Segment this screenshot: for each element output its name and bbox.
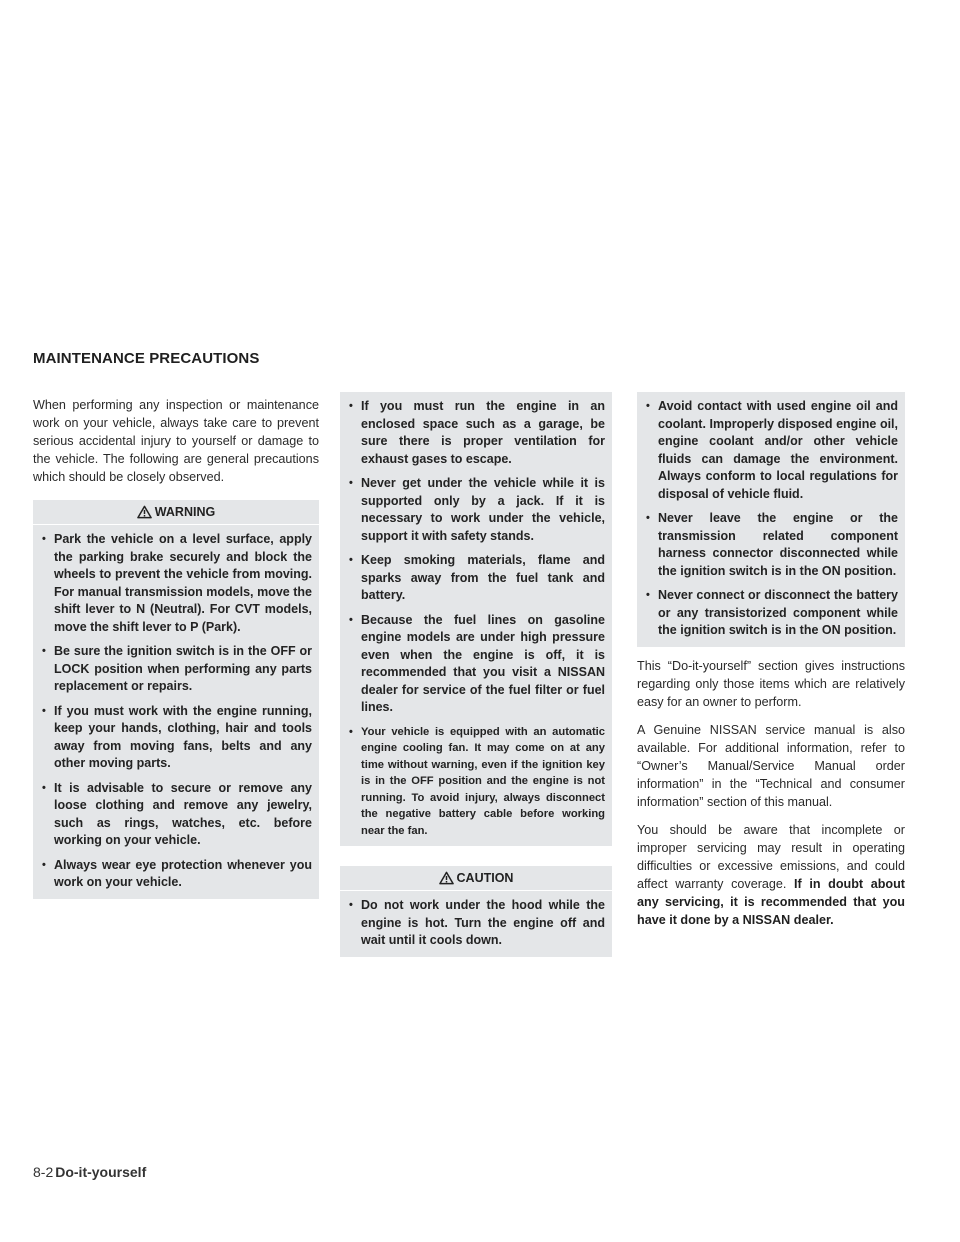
column-middle [340, 396, 612, 973]
page-footer [33, 1164, 146, 1180]
chapter-name: Do-it-yourself [55, 1164, 147, 1180]
warning-box [33, 500, 319, 899]
caution-item: • Never connect or disconnect the battery or any transistorized component while the ignition switch is in the ON position. [645, 587, 898, 640]
caution-box-continued [637, 392, 905, 647]
warning-item: • Always wear eye protection whenever you work on your vehicle. [41, 857, 312, 892]
caution-header [340, 866, 612, 891]
caution-item: • Never leave the engine or the transmission related component harness connector disconnected while the ignition switch is in the ON position. [645, 510, 898, 580]
warning-list-continued [348, 398, 605, 839]
warning-box-continued [340, 392, 612, 846]
intro-paragraph: When performing any inspection or maintenance work on your vehicle, always take care to prevent serious accidental injury to yourself or damage to the vehicle. The following are general precautions which should be closely observed. [33, 398, 319, 484]
caution-triangle-icon [439, 871, 454, 885]
body-paragraph: This “Do-it-yourself” section gives instructions regarding only those items which are relatively easy for an owner to perform. [637, 658, 905, 709]
caution-item: • Do not work under the hood while the engine is hot. Turn the engine off and wait until it cools down. [348, 897, 605, 950]
warning-item: • If you must work with the engine running, keep your hands, clothing, hair and tools away from moving fans, belts and any other moving parts. [41, 703, 312, 773]
warning-item: • Keep smoking materials, flame and sparks away from the fuel tank and battery. [348, 552, 605, 605]
final-paragraph-bold: If in doubt about any servicing, it is recommended that you have it done by a NISSAN dealer. [637, 876, 906, 927]
caution-box [340, 866, 612, 957]
body-paragraph: A Genuine NISSAN service manual is also available. For additional information, refer to “Owner’s Manual/Service Manual order information” in the “Technical and consumer information” section of this manual. [637, 722, 905, 809]
warning-item: • Never get under the vehicle while it is supported only by a jack. If it is necessary to work under the vehicle, support it with safety stands. [348, 475, 605, 545]
page-number: 8-2 [33, 1164, 54, 1180]
caution-list [348, 897, 605, 950]
warning-list [41, 531, 312, 892]
section-title: MAINTENANCE PRECAUTIONS [33, 350, 260, 367]
caution-list-continued [645, 398, 898, 640]
final-paragraph-text: You should be aware that incomplete or improper servicing may result in operating difficulties or excessive emissions, and could affect warranty coverage. [637, 822, 905, 891]
warning-triangle-icon [137, 505, 152, 519]
warning-label: WARNING [154, 505, 216, 519]
column-left [33, 396, 319, 915]
caution-item: • Avoid contact with used engine oil and coolant. Improperly disposed engine oil, engine coolant and/or other vehicle fluids can damage the environment. Always conform to local regulations for disposal of vehicle fluid. [645, 398, 898, 503]
warning-item: • If you must run the engine in an enclosed space such as a garage, be sure there is proper ventilation for exhaust gases to escape. [348, 398, 605, 468]
warning-item: • Park the vehicle on a level surface, apply the parking brake securely and block the wheels to prevent the vehicle from moving. For manual transmission models, move the shift lever to N (Neutral). For CVT models, move the shift lever to P (Park). [41, 531, 312, 636]
warning-header [33, 500, 319, 525]
warning-item: • Your vehicle is equipped with an automatic engine cooling fan. It may come on at any time without warning, even if the ignition key is in the OFF position and the engine is not running. To avoid injury, always disconnect the negative battery cable before working near the fan. [348, 724, 605, 840]
warning-item: • Because the fuel lines on gasoline engine models are under high pressure even when the engine is off, it is recommended that you visit a NISSAN dealer for service of the fuel filter or fuel lines. [348, 612, 605, 717]
caution-label: CAUTION [456, 871, 514, 885]
final-paragraph [637, 821, 905, 929]
column-right [637, 396, 905, 939]
warning-item: • Be sure the ignition switch is in the OFF or LOCK position when performing any parts replacement or repairs. [41, 643, 312, 696]
warning-item: • It is advisable to secure or remove any loose clothing and remove any jewelry, such as rings, watches, etc. before working on your vehicle. [41, 780, 312, 850]
